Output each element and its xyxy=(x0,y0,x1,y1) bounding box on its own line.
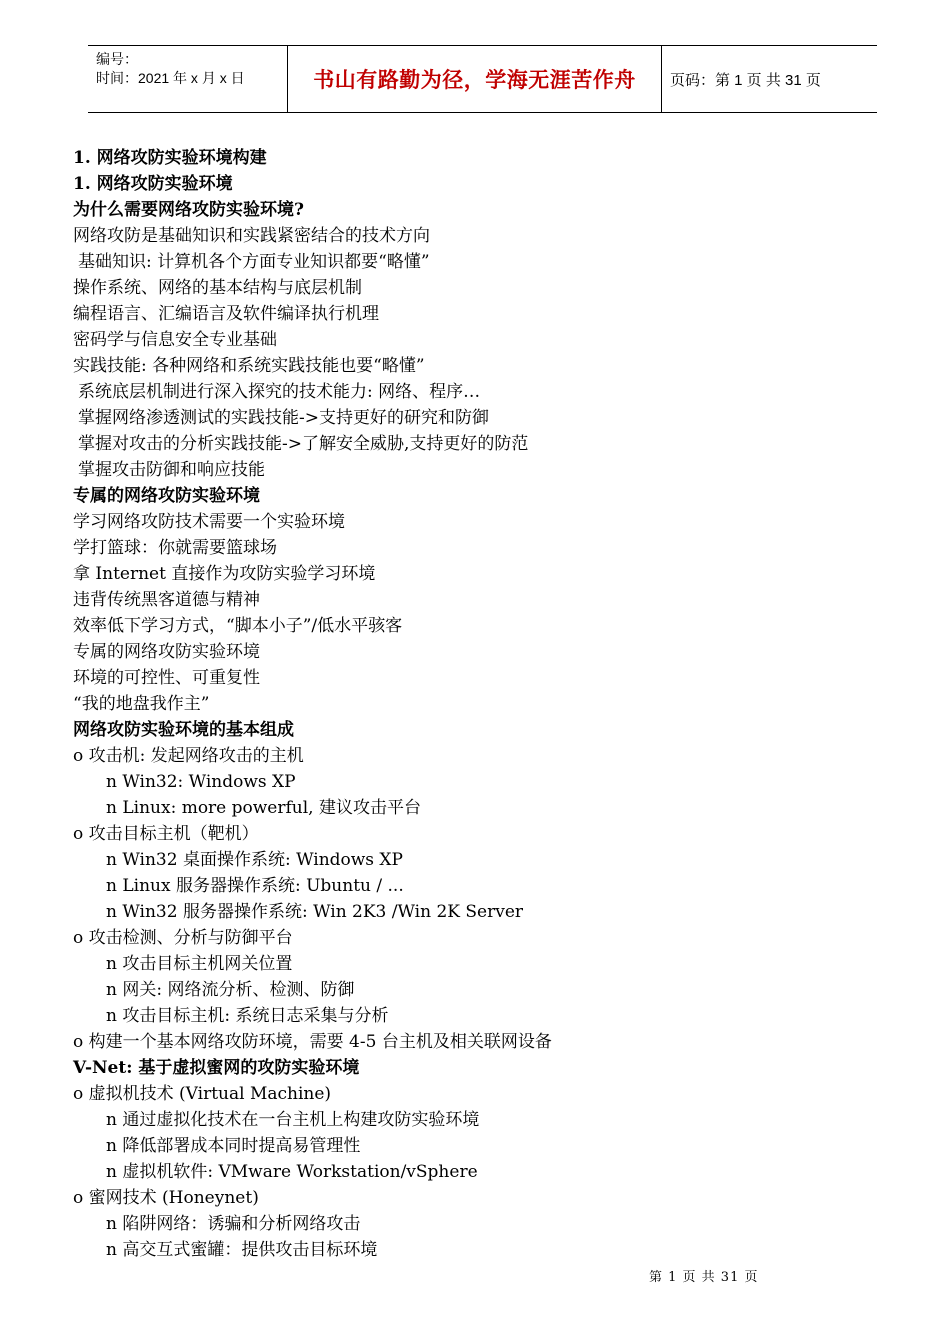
header-motto: 书山有路勤为径，学海无涯苦作舟 xyxy=(288,46,662,112)
body-text-line: 操作系统、网络的基本结构与底层机制 xyxy=(73,278,362,298)
header-meta-cell xyxy=(88,46,288,112)
body-text-line: o 攻击机: 发起网络攻击的主机 xyxy=(73,746,304,766)
body-text-line: 掌握攻击防御和响应技能 xyxy=(78,460,265,480)
body-text-line: n 降低部署成本同时提高易管理性 xyxy=(106,1136,361,1156)
body-text-line: 拿 Internet 直接作为攻防实验学习环境 xyxy=(73,564,376,584)
section-heading: 1. 网络攻防实验环境 xyxy=(73,174,233,194)
body-text-line: o 攻击目标主机（靶机） xyxy=(73,824,259,844)
body-text-line: 网络攻防是基础知识和实践紧密结合的技术方向 xyxy=(73,226,430,246)
body-text-line: 学习网络攻防技术需要一个实验环境 xyxy=(73,512,345,532)
section-heading: 1. 网络攻防实验环境构建 xyxy=(73,148,267,168)
body-text-line: 基础知识: 计算机各个方面专业知识都要“略懂” xyxy=(78,252,430,272)
body-text-line: 学打篮球：你就需要篮球场 xyxy=(73,538,277,558)
body-text-line: n Win32: Windows XP xyxy=(106,772,296,792)
section-heading: 为什么需要网络攻防实验环境? xyxy=(73,200,304,220)
body-text-line: 系统底层机制进行深入探究的技术能力: 网络、程序… xyxy=(78,382,481,402)
body-text-line: 密码学与信息安全专业基础 xyxy=(73,330,277,350)
document-body xyxy=(73,145,893,1263)
body-text-line: 掌握对攻击的分析实践技能->了解安全威胁,支持更好的防范 xyxy=(78,434,529,454)
body-text-line: o 攻击检测、分析与防御平台 xyxy=(73,928,293,948)
body-text-line: “我的地盘我作主” xyxy=(73,694,210,714)
body-text-line: 效率低下学习方式，“脚本小子”/低水平骇客 xyxy=(73,616,403,636)
body-text-line: 专属的网络攻防实验环境 xyxy=(73,642,260,662)
body-text-line: o 蜜网技术 (Honeynet) xyxy=(73,1188,259,1208)
body-text-line: n 网关: 网络流分析、检测、防御 xyxy=(106,980,355,1000)
document-header xyxy=(88,45,877,113)
body-text-line: n Linux 服务器操作系统: Ubuntu / ... xyxy=(106,876,404,896)
document-time-label: 时间：2021 年 x 月 x 日 xyxy=(96,70,245,86)
body-text-line: n Linux: more powerful, 建议攻击平台 xyxy=(106,798,421,818)
body-text-line: n 通过虚拟化技术在一台主机上构建攻防实验环境 xyxy=(106,1110,480,1130)
body-text-line: n 陷阱网络：诱骗和分析网络攻击 xyxy=(106,1214,361,1234)
section-heading: 网络攻防实验环境的基本组成 xyxy=(73,720,294,740)
body-text-line: 违背传统黑客道德与精神 xyxy=(73,590,260,610)
body-text-line: n 攻击目标主机: 系统日志采集与分析 xyxy=(106,1006,389,1026)
body-text-line: n 攻击目标主机网关位置 xyxy=(106,954,293,974)
body-text-line: n Win32 服务器操作系统: Win 2K3 /Win 2K Server xyxy=(106,902,524,922)
body-text-line: o 构建一个基本网络攻防环境，需要 4-5 台主机及相关联网设备 xyxy=(73,1032,552,1052)
section-heading: V-Net: 基于虚拟蜜网的攻防实验环境 xyxy=(73,1058,360,1078)
body-text-line: 掌握网络渗透测试的实践技能->支持更好的研究和防御 xyxy=(78,408,489,428)
body-text-line: 编程语言、汇编语言及软件编译执行机理 xyxy=(73,304,379,324)
body-text-line: 实践技能: 各种网络和系统实践技能也要“略懂” xyxy=(73,356,425,376)
body-text-line: n 虚拟机软件: VMware Workstation/vSphere xyxy=(106,1162,478,1182)
section-heading: 专属的网络攻防实验环境 xyxy=(73,486,260,506)
document-number-label: 编号： xyxy=(96,51,138,67)
body-text-line: n 高交互式蜜罐：提供攻击目标环境 xyxy=(106,1240,378,1260)
body-text-line: n Win32 桌面操作系统: Windows XP xyxy=(106,850,403,870)
page-footer: 第 1 页 共 31 页 xyxy=(649,1270,759,1285)
header-page-info: 页码：第 1 页 共 31 页 xyxy=(670,71,821,89)
body-text-line: o 虚拟机技术 (Virtual Machine) xyxy=(73,1084,332,1104)
body-text-line: 环境的可控性、可重复性 xyxy=(73,668,260,688)
